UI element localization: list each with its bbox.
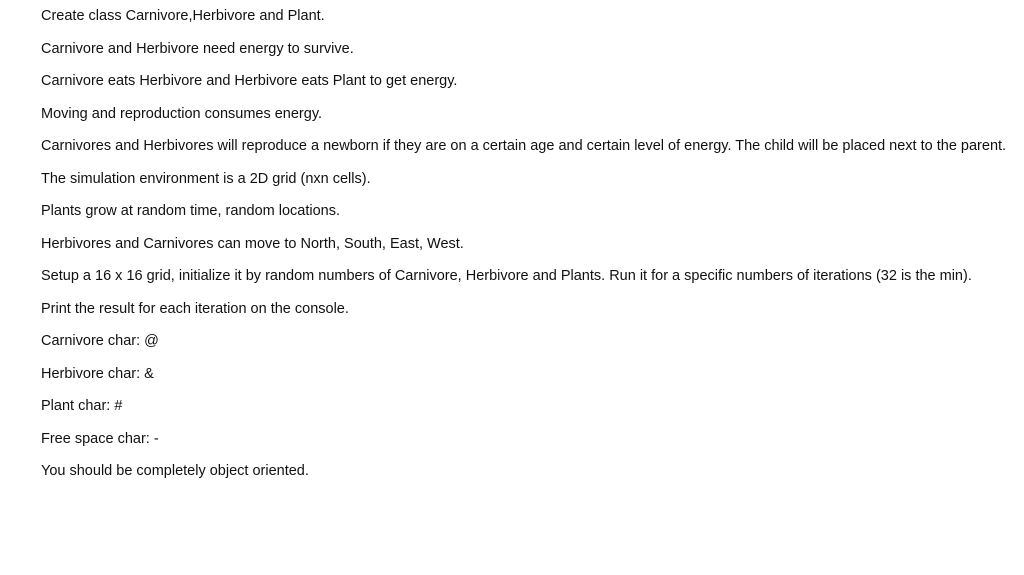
paragraph-carnivore-char: Carnivore char: @: [41, 333, 159, 349]
paragraph-energy-need: Carnivore and Herbivore need energy to survive.: [41, 40, 354, 57]
paragraph-movement: Herbivores and Carnivores can move to North, South, East, West.: [41, 235, 464, 252]
paragraph-plant-growth: Plants grow at random time, random locations.: [41, 203, 340, 219]
paragraph-energy-consumption: Moving and reproduction consumes energy.: [41, 105, 323, 122]
paragraph-object-oriented: You should be completely object oriented.: [41, 463, 309, 479]
paragraph-grid-environment: The simulation environment is a 2D grid (nxn cells).: [41, 170, 371, 187]
paragraph-create-classes: Create class Carnivore,Herbivore and Plant.: [41, 8, 325, 24]
paragraph-plant-char: Plant char: #: [41, 398, 123, 414]
paragraph-setup-grid: Setup a 16 x 16 grid, initialize it by random numbers of Carnivore, Herbivore and Plants. Run it for a specific numbers of iterations (32 is the min).: [41, 268, 972, 284]
paragraph-herbivore-char: Herbivore char: &: [41, 365, 154, 382]
assignment-text: [41, 8, 1009, 496]
paragraph-reproduction: Carnivores and Herbivores will reproduce a newborn if they are on a certain age and certain level of energy. The child will be placed next to the parent.: [41, 138, 1007, 154]
paragraph-free-space-char: Free space char: -: [41, 430, 159, 447]
paragraph-food-chain: Carnivore eats Herbivore and Herbivore eats Plant to get energy.: [41, 73, 458, 89]
paragraph-print-results: Print the result for each iteration on the console.: [41, 300, 349, 317]
